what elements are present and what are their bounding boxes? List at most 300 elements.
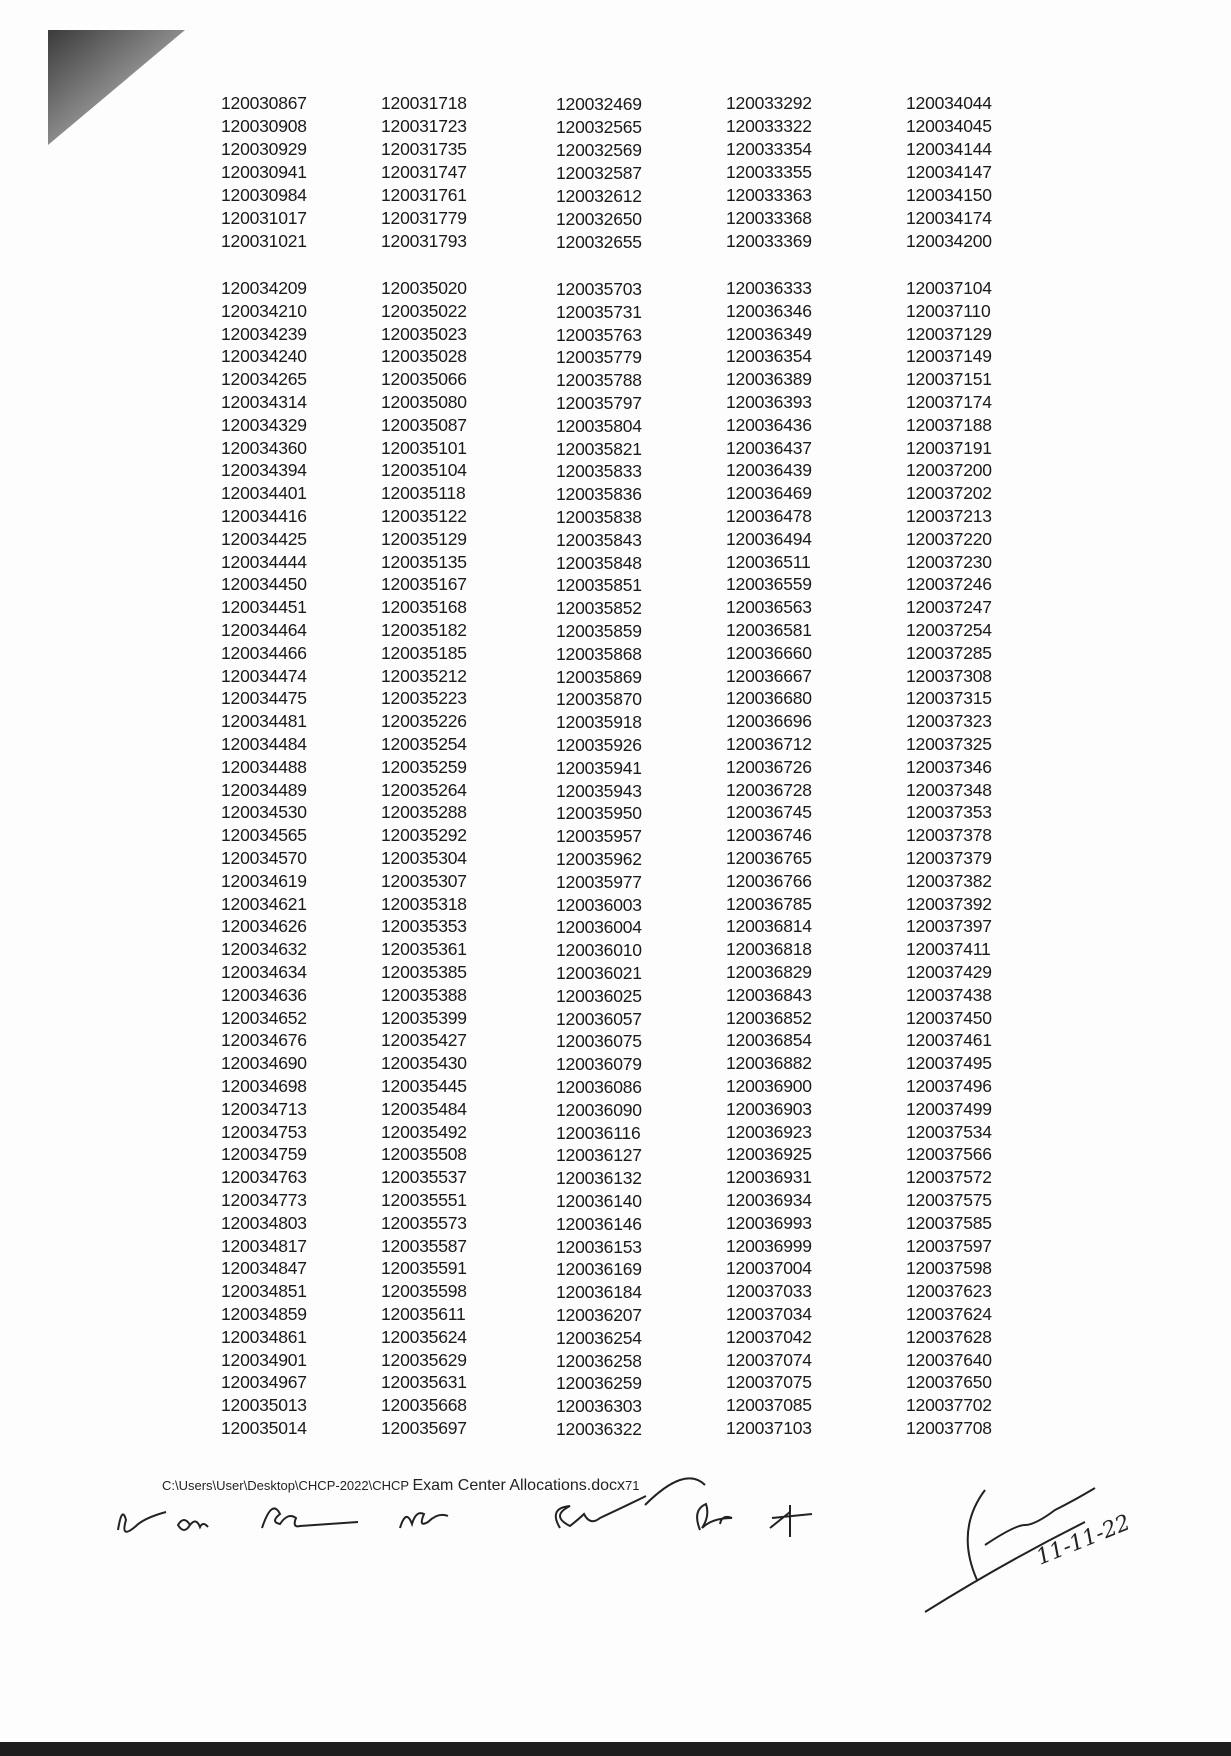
candidate-number: 120036469: [726, 483, 812, 504]
candidate-number: 120036259: [556, 1373, 642, 1394]
candidate-number: 120035611: [381, 1304, 466, 1324]
candidate-number: 120036090: [556, 1099, 642, 1120]
candidate-number: 120036696: [726, 711, 812, 732]
candidate-number: 120036934: [726, 1190, 812, 1210]
candidate-number: 120035587: [381, 1235, 467, 1256]
candidate-number: 120037230: [906, 551, 992, 572]
candidate-number: 120035118: [381, 483, 466, 504]
candidate-number: 120032655: [556, 232, 642, 252]
candidate-number: 120035851: [556, 575, 642, 596]
table-row: [0, 1029, 1231, 1052]
candidate-number: 120036478: [726, 506, 812, 526]
candidate-number: 120035259: [381, 756, 467, 777]
candidate-number: 120035870: [556, 689, 642, 710]
candidate-number: 120035836: [556, 484, 642, 505]
candidate-number: 120035797: [556, 393, 642, 413]
candidate-number: 120034394: [221, 460, 307, 481]
candidate-number: 120036745: [726, 802, 812, 823]
candidate-number: 120032565: [556, 117, 642, 137]
signature-2: [178, 1520, 208, 1530]
candidate-number: 120034713: [221, 1098, 307, 1119]
candidate-number: 120034239: [221, 323, 307, 344]
candidate-number: 120031017: [221, 208, 307, 228]
table-row: [0, 482, 1231, 505]
candidate-number: 120036852: [726, 1007, 812, 1028]
candidate-number: 120031718: [381, 93, 467, 113]
candidate-number: 120034044: [906, 93, 992, 113]
footer-page-number: 71: [625, 1478, 640, 1493]
candidate-number: 120035869: [556, 666, 642, 687]
candidate-number: 120034690: [221, 1053, 307, 1074]
candidate-number: 120030929: [221, 139, 307, 159]
candidate-number: 120037308: [906, 665, 992, 686]
candidate-number: 120036354: [726, 346, 812, 367]
candidate-number: 120033354: [726, 139, 812, 159]
candidate-number: 120031735: [381, 139, 467, 159]
candidate-number: 120032612: [556, 186, 642, 206]
candidate-number: 120034652: [221, 1007, 307, 1028]
candidate-number: 120034481: [221, 711, 307, 732]
candidate-number: 120037104: [906, 278, 992, 298]
candidate-number: 120036057: [556, 1008, 642, 1029]
candidate-number: 120037151: [906, 369, 992, 390]
candidate-number: 120036766: [726, 870, 812, 891]
candidate-number: 120037640: [906, 1349, 992, 1370]
candidate-number: 120035629: [381, 1349, 467, 1370]
candidate-number: 120036393: [726, 392, 812, 412]
candidate-number: 120037315: [906, 688, 992, 709]
candidate-number: 120036999: [726, 1235, 812, 1256]
candidate-number: 120034451: [221, 597, 307, 618]
candidate-number: 120035182: [381, 620, 467, 640]
candidate-number: 120034144: [906, 139, 992, 159]
candidate-number: 120035445: [381, 1076, 467, 1096]
candidate-number: 120035185: [381, 642, 467, 663]
candidate-number: 120037461: [906, 1030, 992, 1051]
candidate-number: 120036207: [556, 1305, 642, 1325]
candidate-number: 120035223: [381, 688, 467, 709]
candidate-number: 120035703: [556, 279, 642, 299]
candidate-number: 120034240: [221, 346, 307, 367]
candidate-number: 120035977: [556, 871, 642, 892]
candidate-number: 120035731: [556, 301, 642, 322]
table-row: [0, 1280, 1231, 1303]
candidate-number: 120035080: [381, 392, 467, 412]
table-row: [0, 230, 1231, 253]
candidate-number: 120034401: [221, 483, 307, 504]
candidate-number: 120035957: [556, 826, 642, 847]
table-row: [0, 345, 1231, 368]
candidate-number: 120035307: [381, 870, 467, 891]
candidate-number: 120036814: [726, 916, 812, 937]
table-row: [0, 92, 1231, 115]
candidate-number: 120037085: [726, 1395, 812, 1416]
table-row: [0, 1121, 1231, 1144]
candidate-number: 120037411: [906, 939, 991, 960]
candidate-number: 120037033: [726, 1281, 812, 1302]
candidate-number: 120037075: [726, 1372, 812, 1393]
candidate-number: 120037585: [906, 1212, 992, 1233]
candidate-number: 120034851: [221, 1281, 307, 1302]
candidate-number: 120036559: [726, 574, 812, 595]
candidate-number: 120037323: [906, 711, 992, 732]
candidate-number: 120037246: [906, 574, 992, 595]
candidate-number: 120036010: [556, 940, 642, 961]
table-row: [0, 459, 1231, 482]
signature-1: [118, 1512, 166, 1532]
table-row: [0, 115, 1231, 138]
table-row: [0, 184, 1231, 207]
candidate-number: 120037004: [726, 1258, 812, 1279]
candidate-number: 120035135: [381, 551, 467, 572]
candidate-number: 120034565: [221, 825, 307, 846]
table-row: [0, 1143, 1231, 1166]
candidate-number: 120036132: [556, 1168, 642, 1189]
signature-date: 11-11-22: [1032, 1510, 1134, 1571]
table-row: [0, 551, 1231, 574]
candidate-number: 120035962: [556, 849, 642, 869]
candidate-number: 120035318: [381, 893, 467, 914]
candidate-number: 120031747: [381, 162, 467, 182]
candidate-number: 120035292: [381, 825, 467, 846]
candidate-number: 120035779: [556, 347, 642, 368]
candidate-number: 120030984: [221, 185, 307, 205]
table-row: [0, 642, 1231, 665]
candidate-number: 120036581: [726, 620, 812, 640]
candidate-number: 120036765: [726, 848, 812, 868]
candidate-number: 120035013: [221, 1395, 307, 1416]
candidate-number: 120036303: [556, 1396, 642, 1417]
candidate-number: 120036116: [556, 1122, 641, 1143]
table-row: [0, 733, 1231, 756]
candidate-number: 120033368: [726, 208, 812, 228]
candidate-number: 120035087: [381, 414, 467, 435]
candidate-number: 120037575: [906, 1190, 992, 1210]
candidate-number: 120037397: [906, 916, 992, 937]
candidate-number: 120035353: [381, 916, 467, 937]
candidate-number: 120034475: [221, 688, 307, 709]
candidate-number: 120034570: [221, 848, 307, 868]
candidate-number: 120035399: [381, 1007, 467, 1028]
table-row: [0, 505, 1231, 528]
candidate-number: 120034209: [221, 278, 307, 298]
table-row: [0, 665, 1231, 688]
candidate-number: 120037213: [906, 506, 992, 526]
candidate-number: 120037285: [906, 642, 992, 663]
candidate-number: 120035821: [556, 438, 642, 459]
candidate-number: 120030867: [221, 93, 307, 113]
candidate-number: 120034329: [221, 414, 307, 435]
candidate-number: 120035427: [381, 1030, 467, 1051]
table-row: [0, 1007, 1231, 1030]
candidate-number: 120036843: [726, 984, 812, 1005]
table-row: [0, 779, 1231, 802]
table-row: [0, 824, 1231, 847]
candidate-number: 120034847: [221, 1258, 307, 1279]
candidate-number: 120037191: [906, 437, 992, 458]
candidate-number: 120032469: [556, 94, 642, 114]
candidate-number: 120035598: [381, 1281, 467, 1302]
table-row: [0, 1189, 1231, 1212]
candidate-number: 120035168: [381, 597, 467, 618]
candidate-number: 120034360: [221, 437, 307, 458]
candidate-number: 120035631: [381, 1372, 467, 1393]
candidate-number: 120034210: [221, 300, 307, 321]
candidate-number: 120036322: [556, 1419, 642, 1439]
candidate-number: 120035668: [381, 1395, 467, 1416]
candidate-number: 120036021: [556, 963, 642, 983]
candidate-number: 120036680: [726, 688, 812, 709]
candidate-number: 120032569: [556, 140, 642, 160]
table-row: [0, 1349, 1231, 1372]
candidate-number: 120035551: [381, 1190, 467, 1210]
candidate-number: 120036854: [726, 1030, 812, 1051]
candidate-number: 120034626: [221, 916, 307, 937]
table-row: [0, 573, 1231, 596]
candidate-number: 120037202: [906, 483, 992, 504]
candidate-number: 120035484: [381, 1098, 467, 1119]
table-row: [0, 1326, 1231, 1349]
candidate-number: 120037429: [906, 962, 992, 982]
candidate-number: 120035926: [556, 735, 642, 755]
candidate-number: 120035918: [556, 712, 642, 733]
candidate-number: 120035950: [556, 803, 642, 824]
table-row: [0, 1212, 1231, 1235]
candidate-number: 120035838: [556, 507, 642, 527]
table-row: [0, 619, 1231, 642]
candidate-number: 120037450: [906, 1007, 992, 1028]
scan-bottom-edge: [0, 1742, 1231, 1756]
candidate-number: 120036726: [726, 756, 812, 777]
candidate-number: 120034314: [221, 392, 307, 412]
candidate-number: 120034676: [221, 1030, 307, 1051]
table-row: [0, 756, 1231, 779]
candidate-number: 120037382: [906, 870, 992, 891]
footer-path-prefix: C:\Users\User\Desktop\CHCP-2022\CHCP: [162, 1478, 413, 1493]
candidate-number: 120035167: [381, 574, 467, 595]
candidate-number: 120035226: [381, 711, 467, 732]
candidate-number: 120034484: [221, 734, 307, 754]
candidate-number: 120036660: [726, 642, 812, 663]
table-row: [0, 391, 1231, 414]
candidate-number: 120035104: [381, 460, 467, 481]
candidate-number: 120035014: [221, 1418, 307, 1438]
candidate-number: 120034753: [221, 1121, 307, 1142]
signature-4: [400, 1513, 448, 1528]
candidate-number: 120037174: [906, 392, 992, 412]
candidate-number: 120037034: [726, 1304, 812, 1324]
candidate-number: 120037149: [906, 346, 992, 367]
candidate-number: 120032587: [556, 163, 642, 183]
candidate-number: 120034698: [221, 1076, 307, 1096]
candidate-number: 120035804: [556, 415, 642, 436]
table-row: [0, 1098, 1231, 1121]
signature-7: [770, 1505, 812, 1537]
table-row: [0, 801, 1231, 824]
candidate-number: 120036494: [726, 528, 812, 549]
signature-5: [556, 1496, 646, 1528]
candidate-number: 120030941: [221, 162, 307, 182]
table-row: [0, 1394, 1231, 1417]
candidate-number: 120036169: [556, 1259, 642, 1280]
candidate-number: 120037566: [906, 1144, 992, 1165]
candidate-number: 120030908: [221, 116, 307, 136]
candidate-number: 120037438: [906, 984, 992, 1005]
candidate-number: 120037042: [726, 1326, 812, 1347]
candidate-number: 120037254: [906, 620, 992, 640]
candidate-number: 120034466: [221, 642, 307, 663]
candidate-number: 120037220: [906, 528, 992, 549]
candidate-number: 120034488: [221, 756, 307, 777]
candidate-number: 120035833: [556, 461, 642, 482]
candidate-number: 120036184: [556, 1282, 642, 1303]
candidate-number: 120036075: [556, 1031, 642, 1052]
candidate-number: 120034621: [221, 893, 307, 914]
signatures: [0, 1470, 1231, 1670]
table-row: [0, 1417, 1231, 1440]
table-row: [0, 1052, 1231, 1075]
candidate-number: 120036333: [726, 278, 812, 298]
candidate-number: 120034901: [221, 1349, 307, 1370]
candidate-number: 120035254: [381, 734, 467, 754]
candidate-number: 120036254: [556, 1327, 642, 1348]
candidate-number: 120035508: [381, 1144, 467, 1165]
candidate-number: 120035385: [381, 962, 467, 982]
candidate-number: 120037572: [906, 1167, 992, 1188]
candidate-number: 120034817: [221, 1235, 307, 1256]
candidate-number: 120036785: [726, 893, 812, 914]
candidate-number: 120036086: [556, 1077, 642, 1097]
candidate-number: 120035023: [381, 323, 467, 344]
candidate-number: 120034489: [221, 779, 307, 800]
candidate-number: 120034619: [221, 870, 307, 891]
candidate-number: 120036900: [726, 1076, 812, 1096]
candidate-number: 120036079: [556, 1054, 642, 1075]
table-row: [0, 938, 1231, 961]
candidate-number: 120035868: [556, 643, 642, 664]
candidate-number: 120037346: [906, 756, 992, 777]
table-row: [0, 915, 1231, 938]
table-row: [0, 138, 1231, 161]
candidate-number: 120037348: [906, 779, 992, 800]
candidate-number: 120037623: [906, 1281, 992, 1302]
table-row: [0, 1235, 1231, 1258]
table-row: [0, 596, 1231, 619]
table-row: [0, 1303, 1231, 1326]
table-row: [0, 207, 1231, 230]
candidate-number: 120036437: [726, 437, 812, 458]
candidate-number: 120037392: [906, 893, 992, 914]
candidate-number: 120037598: [906, 1258, 992, 1279]
candidate-number: 120034147: [906, 162, 992, 182]
table-row: [0, 870, 1231, 893]
candidate-number: 120034425: [221, 528, 307, 549]
candidate-number: 120035697: [381, 1418, 467, 1438]
table-row: [0, 277, 1231, 300]
table-row: [0, 847, 1231, 870]
candidate-number: 120033355: [726, 162, 812, 182]
candidate-number: 120035066: [381, 369, 467, 390]
candidate-number: 120037379: [906, 848, 992, 868]
table-row: [0, 323, 1231, 346]
table-row: [0, 893, 1231, 916]
candidate-number: 120035591: [381, 1258, 467, 1279]
table-row: [0, 437, 1231, 460]
candidate-number: 120037534: [906, 1121, 992, 1142]
table-row: [0, 414, 1231, 437]
candidate-number: 120035122: [381, 506, 467, 526]
candidate-number: 120035763: [556, 324, 642, 345]
table-row: [0, 1075, 1231, 1098]
candidate-number: 120037378: [906, 825, 992, 846]
candidate-number: 120036925: [726, 1144, 812, 1165]
candidate-number: 120034464: [221, 620, 307, 640]
candidate-number: 120037495: [906, 1053, 992, 1074]
candidate-number: 120035852: [556, 598, 642, 619]
table-row: [0, 368, 1231, 391]
candidate-number: 120034967: [221, 1372, 307, 1393]
candidate-number: 120035848: [556, 552, 642, 573]
table-row: [0, 1371, 1231, 1394]
candidate-number: 120035361: [381, 939, 467, 960]
candidate-number: 120036712: [726, 734, 812, 754]
candidate-number: 120034444: [221, 551, 307, 572]
candidate-number: 120036818: [726, 939, 812, 960]
candidate-number: 120036146: [556, 1213, 642, 1234]
candidate-number: 120035101: [381, 437, 467, 458]
candidate-number: 120034474: [221, 665, 307, 686]
candidate-number: 120035943: [556, 780, 642, 801]
candidate-number: 120037325: [906, 734, 992, 754]
candidate-number: 120036127: [556, 1145, 642, 1166]
candidate-number: 120036436: [726, 414, 812, 435]
candidate-number: 120036728: [726, 779, 812, 800]
signature-8: [645, 1478, 705, 1505]
candidate-number: 120037353: [906, 802, 992, 823]
table-row: [0, 961, 1231, 984]
candidate-number: 120035388: [381, 984, 467, 1005]
candidate-number: 120034632: [221, 939, 307, 960]
candidate-number: 120037247: [906, 597, 992, 618]
candidate-number: 120034634: [221, 962, 307, 982]
candidate-number: 120036829: [726, 962, 812, 982]
table-row: [0, 984, 1231, 1007]
candidate-number: 120037597: [906, 1235, 992, 1256]
candidate-number: 120032650: [556, 209, 642, 229]
candidate-number: 120035537: [381, 1167, 467, 1188]
candidate-number: 120037628: [906, 1326, 992, 1347]
candidate-number: 120035492: [381, 1121, 467, 1142]
candidate-number: 120034861: [221, 1326, 307, 1347]
candidate-number: 120035941: [556, 757, 642, 778]
table-row: [0, 1166, 1231, 1189]
candidate-number: 120034045: [906, 116, 992, 136]
candidate-number: 120037702: [906, 1395, 992, 1416]
table-row: [0, 161, 1231, 184]
candidate-number: 120035788: [556, 370, 642, 391]
candidate-number: 120037200: [906, 460, 992, 481]
candidate-number: 120031723: [381, 116, 467, 136]
candidate-number: 120034803: [221, 1212, 307, 1233]
candidate-number: 120033369: [726, 231, 812, 251]
candidate-number: 120036346: [726, 300, 812, 321]
candidate-number: 120037499: [906, 1098, 992, 1119]
candidate-number: 120036025: [556, 985, 642, 1006]
candidate-number: 120036923: [726, 1121, 812, 1142]
candidate-number: 120034636: [221, 984, 307, 1005]
candidate-number: 120036746: [726, 825, 812, 846]
candidate-number: 120034773: [221, 1190, 307, 1210]
